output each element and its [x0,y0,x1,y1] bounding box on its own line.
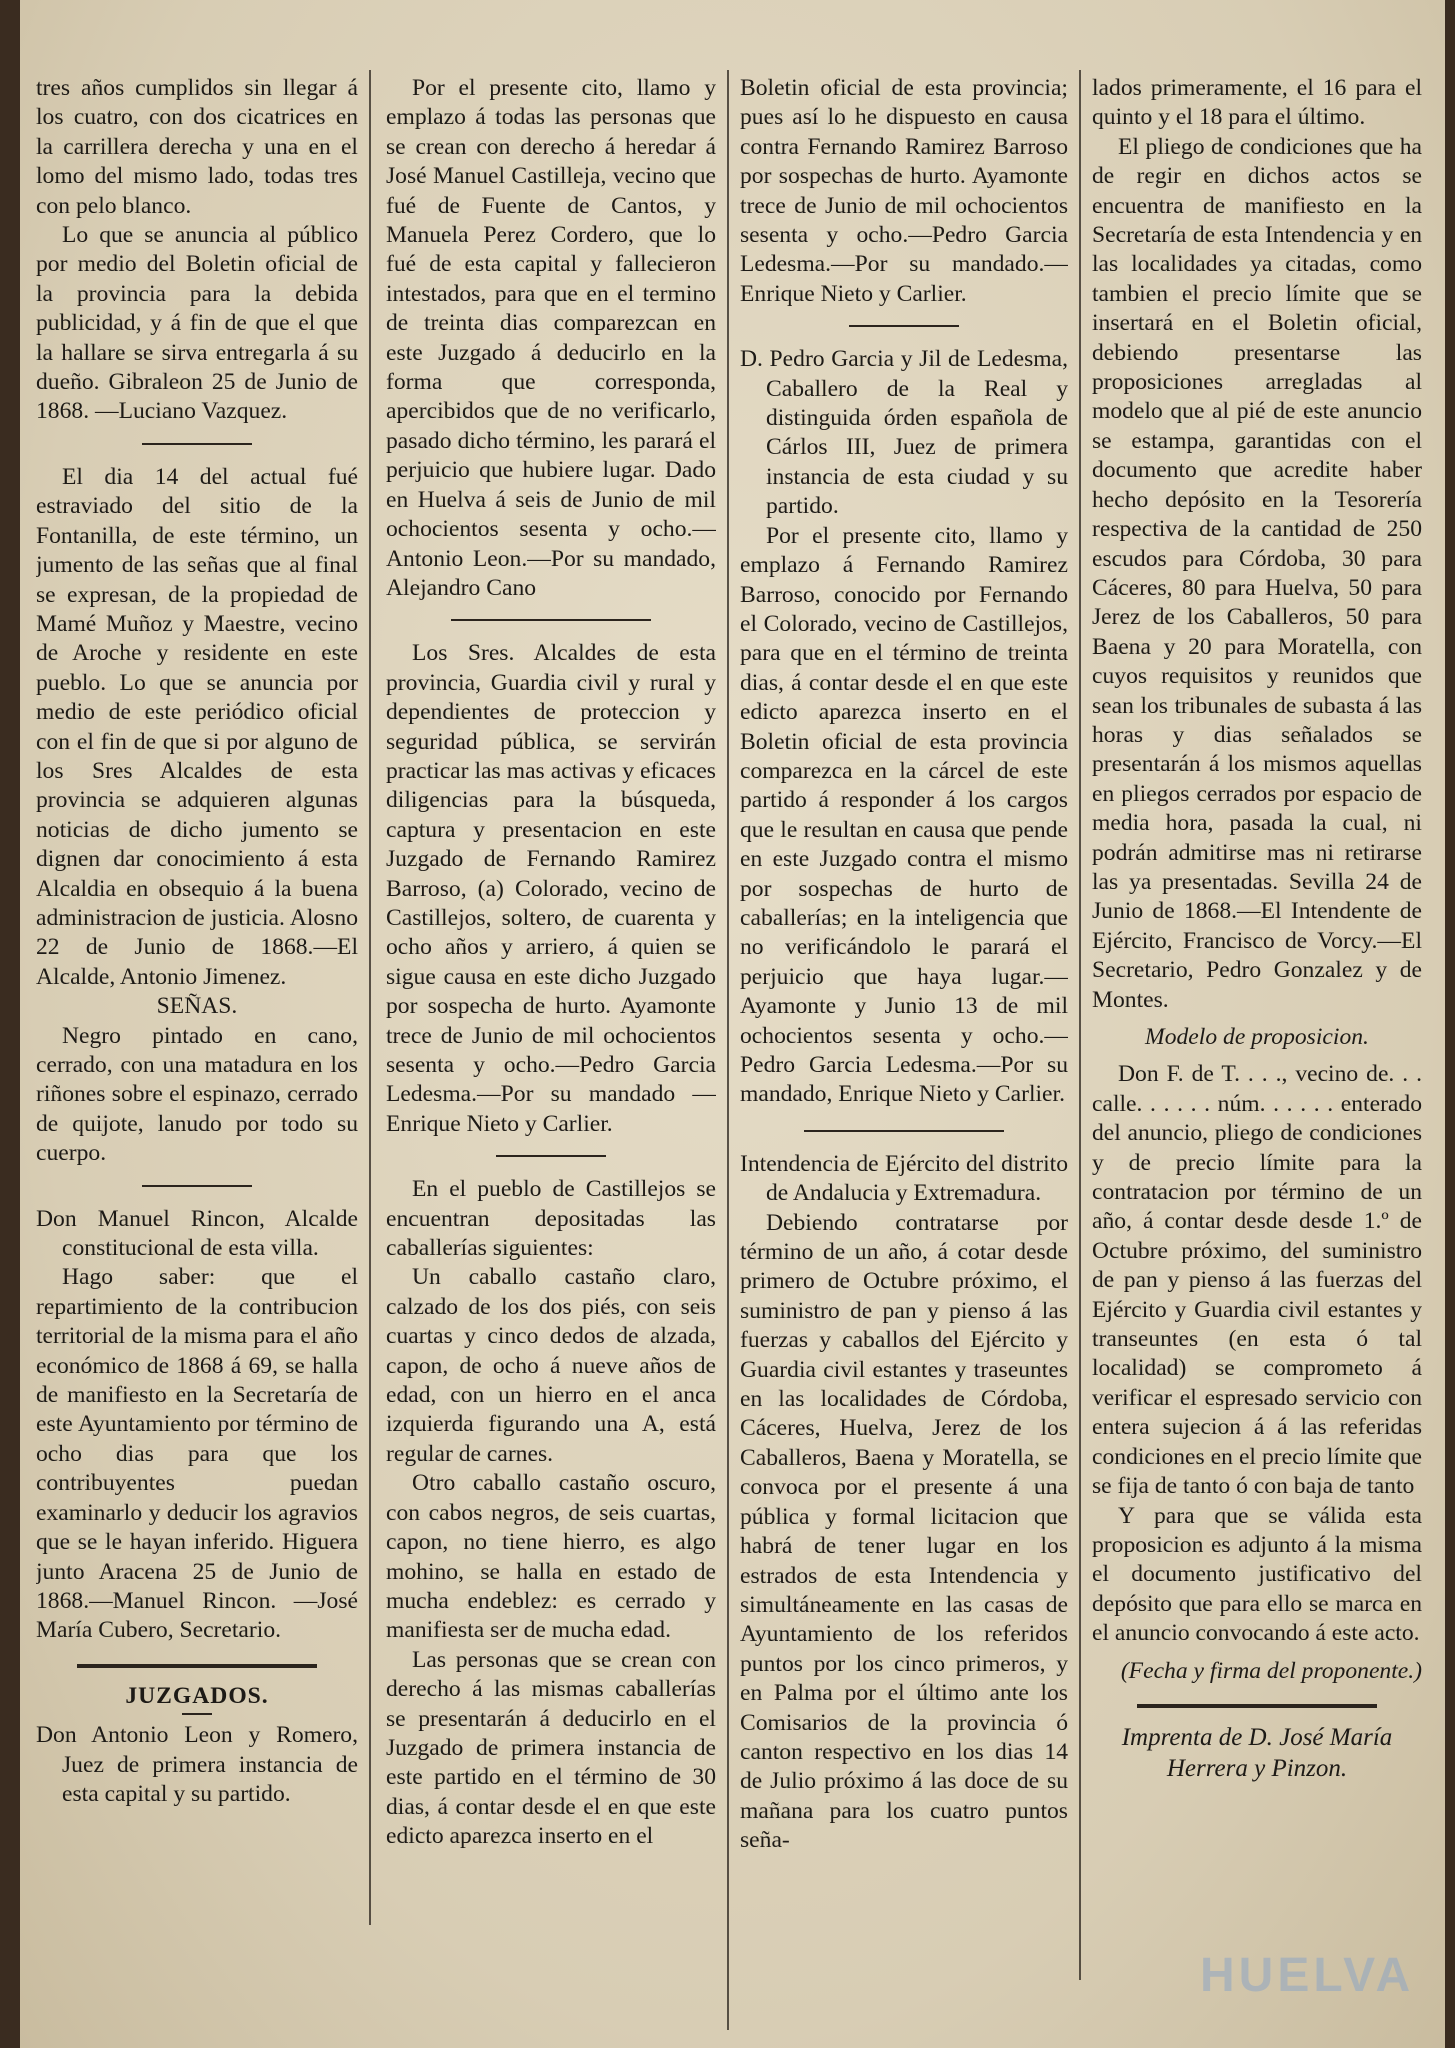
notice-text: Otro caballo castaño oscuro, con cabos negros, de seis cuartas, capon, no tiene hierro, es algo mohino, se halla en estado de mucha endeblez: es cerrado y manifiesta ser de mucha edad. [386,1470,716,1644]
column-3 [740,74,1068,2024]
notice-text: lados primeramente, el 16 para el quinto y el 18 para el último. [1092,75,1422,131]
column-rule [727,70,729,2030]
notice-text: Los Sres. Alcaldes de esta provincia, Guardia civil y rural y dependientes de proteccion y seguridad pública, se servirán practicar las mas activas y eficaces diligencias para la búsqueda, captura y presentacion en este Juzgado de Fernando Ramirez Barroso, (a) Colorado, vecino de Castillejos, soltero, de cuarenta y ocho años y arriero, á quien se sigue causa en este dicho Juzgado por sospecha de hurto. Ayamonte trece de Junio de mil ochocientos sesenta y ocho.—Pedro Garcia Ledesma.—Por su mandado —Enrique Nieto y Carlier. [386,640,716,1137]
notice-text: Por el presente cito, llamo y emplazo á todas las personas que se crean con derecho á heredar á José Manuel Castilleja, vecino que fué de Fuente de Cantos, y Manuela Perez Cordero, que lo fué de esta capital y fallecieron intestados, para que en el termino de treinta dias comparezcan en este Juzgado á deducirlo en la forma que corresponda, apercibidos que de no verificarlo, pasado dicho término, les parará el perjuicio que hubiere lugar. Dado en Huelva á seis de Junio de mil ochocientos sesenta y ocho.—Antonio Leon.—Por su mandado, Alejandro Cano [386,75,716,601]
separator [804,1130,1004,1132]
notice-text: Y para que se válida esta proposicion es adjunto á la misma el documento justificativo del depósito que para ello se marca en el anuncio convocando á este acto. [1092,1502,1422,1647]
notice-text: Debiendo contratarse por término de un año, á cotar desde primero de Octubre próximo, el suministro de pan y pienso á las fuerzas y caballos del Ejército y Guardia civil estantes y traseuntes en las localidades de Córdoba, Cáceres, Huelva, Jerez de los Caballeros, Baena y Moratella, se convoca por el presente á una pública y formal licitacion que habrá de tener lugar en los estrados de esta Intendencia y simultáneamente en las casas de Ayuntamiento de los referidos puntos por los cinco primeros, y en Palma por el último ante los Comisarios de la provincia ó canton respectivo en los dias 14 de Julio próximo á las doce de su mañana para los cuatro puntos seña- [740,1209,1068,1854]
separator [849,325,959,327]
section-heading: JUZGADOS. [125,1682,269,1709]
separator [182,1713,212,1715]
notice-heading: Don Antonio Leon y Romero, Juez de primera instancia de esta capital y su partido. [36,1722,358,1807]
notice-text: tres años cumplidos sin llegar á los cuatro, con dos cicatrices en la carrillera derecha y una en el lomo del mismo lado, todas tres con pelo blanco. [36,75,358,219]
separator [451,619,651,621]
column-rule [369,70,371,1925]
notice-text: El dia 14 del actual fué estraviado del sitio de la Fontanilla, de este término, un jumento de las señas que al final se expresan, de la propiedad de Mamé Muñoz y Maestre, vecino de Aroche y residente en este pueblo. Lo que se anuncia por medio de este periódico oficial con el fin de que si por alguno de los Sres Alcaldes de esta provincia se adquieren algunas noticias de dicho jumento se dignen dar conocimiento á esta Alcaldia en obsequio á la buena administracion de justicia. Alosno 22 de Junio de 1868.—El Alcalde, Antonio Jimenez. [36,463,358,990]
imprint: Imprenta de D. José María Herrera y Pinzon. [1121,1723,1393,1782]
separator [77,1664,317,1668]
notice-text: Hago saber: que el repartimiento de la contribucion territorial de la misma para el año económico de 1868 á 69, se halla de manifiesto en la Secretaría de este Ayuntamiento por término de ocho dias para que los contribuyentes puedan examinarlo y deducir los agravios que se le hayan inferido. Higuera junto Aracena 25 de Junio de 1868.—Manuel Rincon. —José María Cubero, Secretario. [36,1264,358,1644]
notice-text: Por el presente cito, llamo y emplazo á Fernando Ramirez Barroso, conocido por Fernando el Colorado, vecino de Castillejos, para que en el término de treinta dias, á contar desde el en que este edicto aparezca inserto en el Boletin oficial de esta provincia comparezca en la cárcel de este partido á responder á los cargos que le resultan en causa que pende en este Juzgado contra el mismo por sospechas de hurto de caballerías; en la inteligencia que no verificándolo le parará el perjuicio que haya lugar.—Ayamonte y Junio 13 de mil ochocientos sesenta y ocho.—Pedro Garcia Ledesma.—Por su mandado, Enrique Nieto y Carlier. [740,522,1068,1108]
notice-text: Las personas que se crean con derecho á las mismas caballerías se presentarán á deducirlo en el Juzgado de primera instancia de este partido en el término de 30 dias, á contar desde el en que este edicto aparezca inserto en el [386,1646,716,1850]
signature-line: (Fecha y firma del proponente.) [1120,1657,1422,1684]
notice-text: El pliego de condiciones que ha de regir en dichos actos se encuentra de manifiesto en la Secretaría de esta Intendencia y en las localidades ya citadas, como tambien el precio límite que se insertará en el Boletin oficial, debiendo presentarse las proposiciones arregladas al modelo que al pié de este anuncio se estampa, garantidas con el documento que acredite haber hecho depósito en la Tesorería respectiva de la cantidad de 250 escudos para Córdoba, 30 para Cáceres, 80 para Huelva, 50 para Jerez de los Caballeros, 50 para Baena y 20 para Moratella, con cuyos requisitos y reunidos que sean los tribunales de subasta á las horas y dias señalados se presentarán á los mismos aquellas en pliegos cerrados por espacio de media hora, pasada la cual, ni podrán admitirse mas ni retirarse las ya presentadas. Sevilla 24 de Junio de 1868.—El Intendente de Ejército, Francisco de Vorcy.—El Secretario, Pedro Gonzalez y de Montes. [1092,133,1422,1013]
notice-text: Un caballo castaño claro, calzado de los dos piés, con seis cuartas y cinco dedos de alzada, capon, de ocho á nueve años de edad, con un hierro en el anca izquierda figurando una A, está regular de carnes. [386,1264,716,1467]
archive-watermark: HUELVA [1200,1949,1415,2002]
notice-heading: D. Pedro Garcia y Jil de Ledesma, Caballero de la Real y distinguida órden española de Cárlos III, Juez de primera instancia de esta ciudad y su partido. [740,346,1068,520]
column-rule [1079,70,1081,1980]
notice-text: Negro pintado en cano, cerrado, con una matadura en los riñones sobre el espinazo, cerrado de quijote, lanudo por todo su cuerpo. [36,1022,358,1167]
notice-heading: Intendencia de Ejército del distrito de Andalucia y Extremadura. [740,1150,1068,1207]
newspaper-page [20,0,1445,2048]
notice-text: En el pueblo de Castillejos se encuentran depositadas las caballerías siguientes: [386,1176,716,1262]
column-1 [36,74,358,2024]
section-heading: Modelo de proposicion. [1145,1024,1369,1050]
notice-heading: Don Manuel Rincon, Alcalde constitucional de esta villa. [36,1205,358,1262]
column-4 [1092,74,1422,2024]
separator [142,443,252,445]
column-2 [386,74,716,2024]
notice-text: Don F. de T. . . ., vecino de. . . calle. . . . . . núm. . . . . . enterado del anuncio, pliego de condiciones y de precio límite para la contratacion por término de un año, á contar desde desde 1.º de Octubre próximo, del suministro de pan y pienso á las fuerzas del Ejército y Guardia civil estantes y transeuntes (en esta ó tal localidad) se comprometo á verificar el espresado servicio con entera sujecion á á las referidas condiciones en el precio límite que se fija de tanto ó con baja de tanto [1092,1061,1422,1500]
separator [1137,1704,1377,1708]
separator [496,1155,606,1157]
section-heading: SEÑAS. [156,993,238,1020]
notice-text: Boletin oficial de esta provincia; pues así lo he dispuesto en causa contra Fernando Ramirez Barroso por sospechas de hurto. Ayamonte trece de Junio de mil ochocientos sesenta y ocho.—Pedro Garcia Ledesma.—Por su mandado.—Enrique Nieto y Carlier. [740,75,1068,307]
separator [142,1185,252,1187]
notice-text: Lo que se anuncia al público por medio del Boletin oficial de la provincia para la debida publicidad, y á fin de que el que la hallare se sirva entregarla á su dueño. Gibraleon 25 de Junio de 1868. —Luciano Vazquez. [36,222,358,425]
